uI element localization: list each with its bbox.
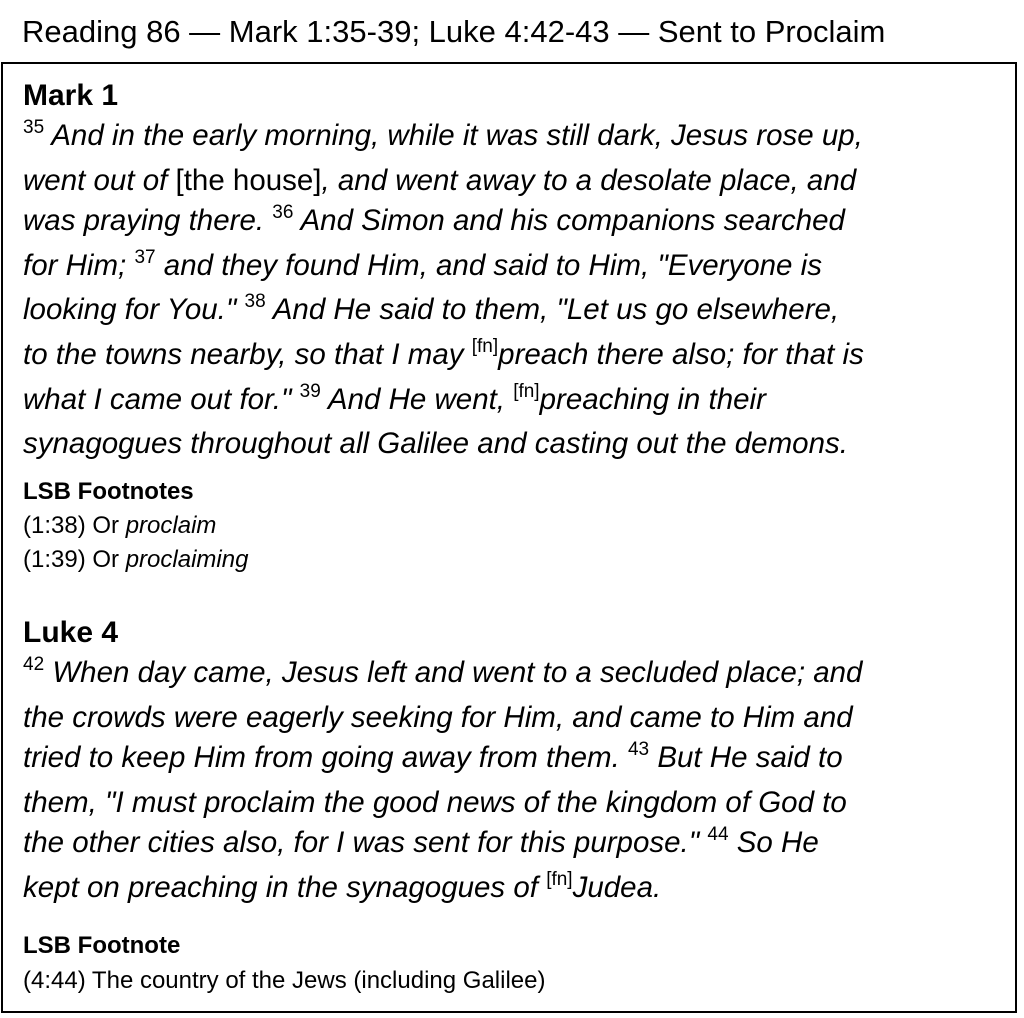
verse-text: looking for You.": [23, 293, 245, 327]
luke-footnote-1: (4:44) The country of the Jews (including Galilee): [23, 967, 546, 994]
footnote-word: proclaim: [125, 512, 217, 539]
footnote-marker[interactable]: [fn]: [471, 335, 499, 357]
verse-text: Judea.: [572, 870, 662, 904]
mark-line-6: [23, 335, 1013, 380]
luke-line-4: [23, 783, 1013, 824]
verse-text: preach there also; for that is: [498, 337, 864, 371]
verse-text: And He went,: [327, 382, 514, 416]
luke-footnote-title: LSB Footnote: [23, 932, 181, 959]
verse-text: And in the early morning, while it was still dark, Jesus rose up,: [51, 119, 863, 152]
verse-text: synagogues throughout all Galilee and casting out the demons.: [23, 427, 848, 461]
verse-text: And Simon and his companions searched: [300, 204, 845, 238]
verse-text: When day came, Jesus left and went to a secluded place; and: [52, 656, 863, 689]
footnote-word: proclaiming: [125, 546, 249, 573]
mark-heading: Mark 1: [23, 79, 119, 112]
verse-number: 36: [272, 202, 294, 224]
verse-text: the crowds were eagerly seeking for Him, and came to Him and: [23, 700, 853, 734]
verse-number: 42: [23, 654, 45, 675]
verse-text: was praying there.: [23, 204, 273, 238]
mark-line-3: [23, 201, 1013, 246]
verse-text: them, "I must proclaim the good news of the kingdom of God to: [23, 785, 847, 819]
verse-text: tried to keep Him from going away from them.: [23, 741, 628, 775]
page-title: Reading 86 — Mark 1:35-39; Luke 4:42-43 — Sent to Proclaim: [22, 14, 886, 49]
verse-number: 39: [299, 380, 321, 402]
verse-text: , and went away to a desolate place, and: [321, 163, 857, 197]
verse-number: 35: [23, 117, 45, 138]
mark-footnote-2: [23, 545, 248, 575]
footnote-ref: (1:38) Or: [23, 512, 126, 539]
verse-number: 44: [707, 824, 729, 846]
reading-panel: [1, 62, 1017, 1013]
mark-line-5: [23, 290, 1013, 335]
luke-line-3: [23, 738, 1013, 783]
luke-line-6: [23, 868, 1013, 913]
verse-text: what I came out for.": [23, 382, 300, 416]
luke-passage: [23, 653, 1013, 913]
verse-text: to the towns nearby, so that I may: [23, 337, 472, 371]
footnote-marker[interactable]: [fn]: [513, 380, 540, 402]
verse-text: kept on preaching in the synagogues of: [23, 870, 547, 904]
mark-line-4: [23, 246, 1013, 291]
luke-line-2: [23, 698, 1013, 739]
verse-text: went out of: [23, 163, 176, 197]
mark-passage: [23, 116, 1013, 465]
verse-text: the other cities also, for I was sent for this purpose.": [23, 826, 708, 860]
mark-line-1: [23, 116, 1013, 161]
verse-number: 37: [134, 246, 156, 268]
luke-heading: Luke 4: [23, 616, 119, 649]
verse-text: for Him;: [23, 248, 135, 282]
supplied-words: [the house]: [175, 163, 322, 197]
verse-text: So He: [736, 826, 819, 860]
footnote-marker[interactable]: [fn]: [546, 868, 573, 890]
mark-footnote-1: [23, 511, 216, 541]
verse-text: But He said to: [657, 741, 843, 775]
luke-line-5: [23, 823, 1013, 868]
mark-footnotes-title: LSB Footnotes: [23, 478, 194, 505]
verse-number: 43: [627, 739, 650, 761]
verse-text: and they found Him, and said to Him, "Everyone is: [163, 248, 822, 282]
verse-number: 38: [244, 291, 266, 313]
verse-text: preaching in their: [539, 382, 766, 416]
mark-line-2: [23, 161, 1013, 202]
mark-line-7: [23, 380, 1013, 425]
footnote-ref: (1:39) Or: [23, 546, 126, 573]
mark-line-8: [23, 424, 1013, 465]
verse-text: And He said to them, "Let us go elsewhere,: [272, 293, 840, 327]
luke-line-1: [23, 653, 1013, 698]
